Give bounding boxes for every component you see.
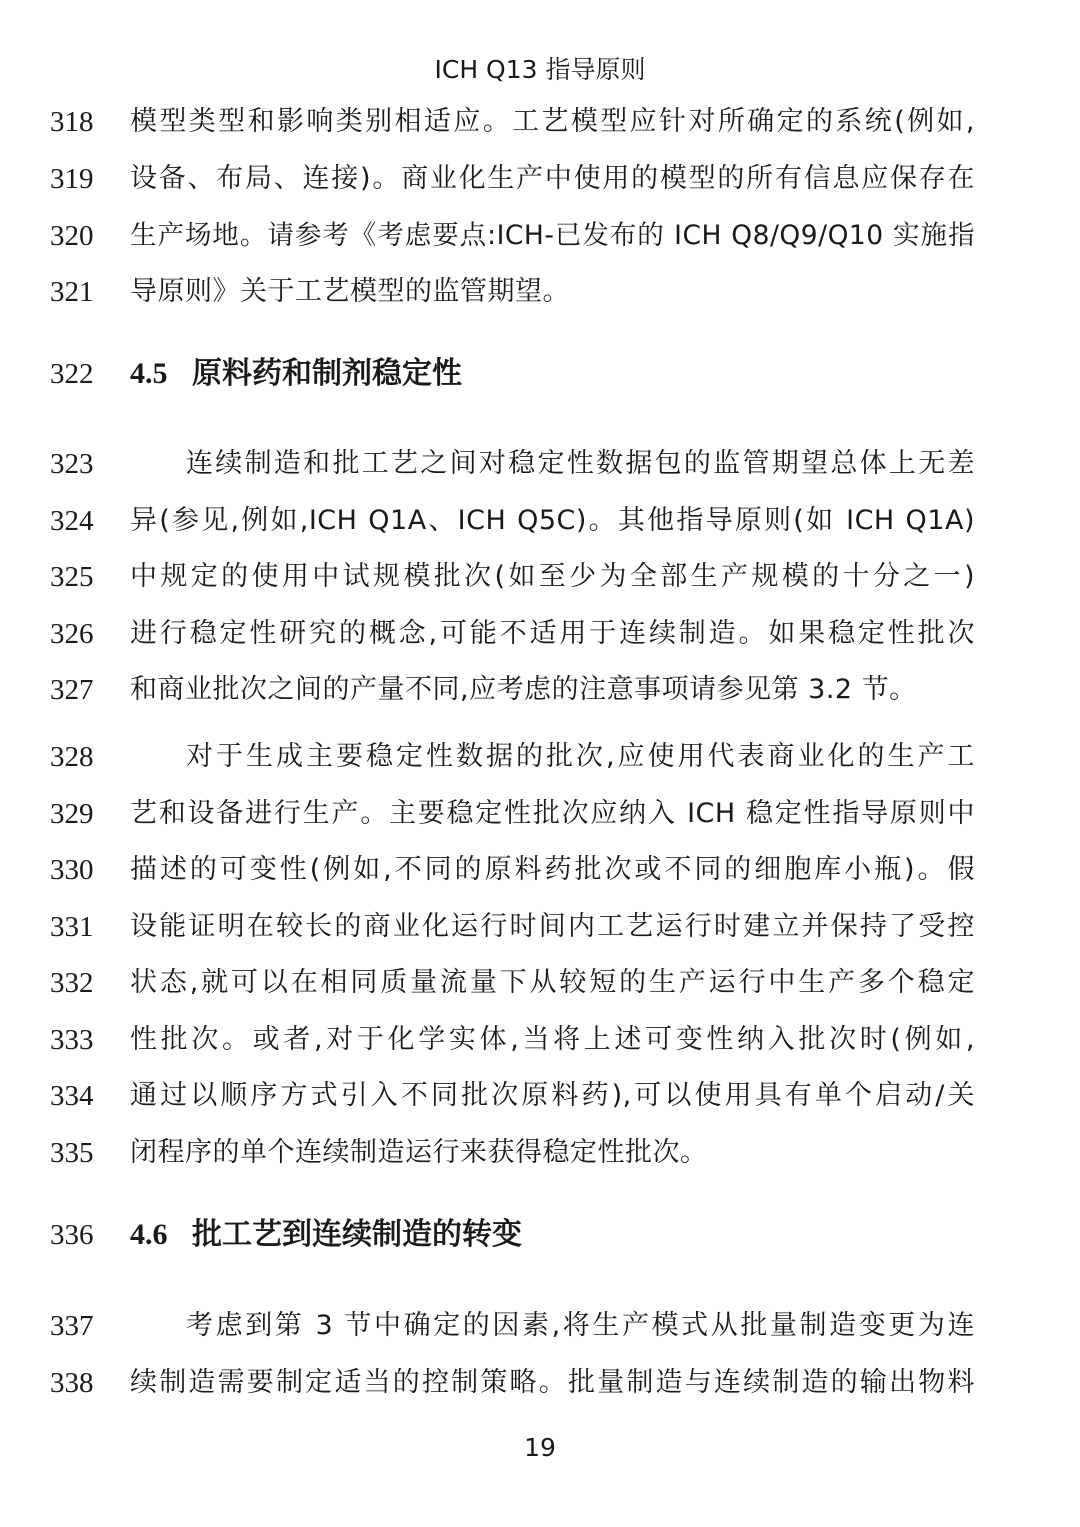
line-text: 状态,就可以在相同质量流量下从较短的生产运行中生产多个稳定 bbox=[130, 967, 975, 998]
line-number: 319 bbox=[50, 163, 94, 195]
text-line bbox=[0, 955, 1080, 1011]
line-text: 通过以顺序方式引入不同批次原料药),可以使用具有单个启动/关 bbox=[130, 1080, 975, 1111]
line-text: 导原则》关于工艺模型的监管期望。 bbox=[130, 276, 570, 307]
text-line bbox=[0, 1125, 1080, 1181]
line-text: 闭程序的单个连续制造运行来获得稳定性批次。 bbox=[130, 1137, 708, 1168]
line-number: 320 bbox=[50, 220, 94, 252]
text-line bbox=[0, 662, 1080, 718]
line-number: 326 bbox=[50, 618, 94, 650]
line-text: 和商业批次之间的产量不同,应考虑的注意事项请参见第 3.2 节。 bbox=[130, 674, 917, 705]
text-line bbox=[0, 606, 1080, 662]
line-number: 338 bbox=[50, 1367, 94, 1399]
line-number: 322 bbox=[50, 358, 94, 390]
text-line bbox=[0, 94, 1080, 150]
line-number: 318 bbox=[50, 106, 94, 138]
page-header: ICH Q13 指导原则 bbox=[434, 55, 646, 84]
text-line bbox=[0, 1068, 1080, 1124]
section-number: 4.5 bbox=[130, 357, 168, 390]
line-number: 321 bbox=[50, 276, 94, 308]
line-number: 334 bbox=[50, 1080, 94, 1112]
text-line bbox=[0, 493, 1080, 549]
text-line bbox=[0, 264, 1080, 320]
text-line bbox=[0, 1355, 1080, 1411]
text-line bbox=[0, 899, 1080, 955]
text-line bbox=[0, 842, 1080, 898]
line-number: 333 bbox=[50, 1024, 94, 1056]
line-number: 324 bbox=[50, 505, 94, 537]
line-number: 331 bbox=[50, 911, 94, 943]
line-number: 329 bbox=[50, 798, 94, 830]
line-number: 337 bbox=[50, 1310, 94, 1342]
line-text: 模型类型和影响类别相适应。工艺模型应针对所确定的系统(例如, bbox=[130, 106, 975, 137]
text-line bbox=[0, 208, 1080, 264]
line-number: 332 bbox=[50, 967, 94, 999]
line-text: 描述的可变性(例如,不同的原料药批次或不同的细胞库小瓶)。假 bbox=[130, 854, 975, 885]
text-line bbox=[0, 786, 1080, 842]
text-line bbox=[0, 729, 1080, 785]
line-number: 335 bbox=[50, 1137, 94, 1169]
text-line bbox=[0, 1298, 1080, 1354]
line-text: 连续制造和批工艺之间对稳定性数据包的监管期望总体上无差 bbox=[186, 448, 975, 479]
section-heading-text bbox=[130, 346, 975, 402]
text-line bbox=[0, 549, 1080, 605]
section-title: 原料药和制剂稳定性 bbox=[192, 356, 462, 391]
line-text: 中规定的使用中试规模批次(如至少为全部生产规模的十分之一) bbox=[130, 561, 975, 592]
section-number: 4.6 bbox=[130, 1218, 168, 1251]
line-number: 327 bbox=[50, 674, 94, 706]
line-text: 对于生成主要稳定性数据的批次,应使用代表商业化的生产工 bbox=[186, 741, 975, 772]
line-number: 336 bbox=[50, 1219, 94, 1251]
section-heading-4-5 bbox=[0, 346, 1080, 402]
section-title: 批工艺到连续制造的转变 bbox=[192, 1217, 522, 1252]
line-text: 艺和设备进行生产。主要稳定性批次应纳入 ICH 稳定性指导原则中 bbox=[130, 798, 975, 829]
text-line bbox=[0, 1012, 1080, 1068]
section-heading-text bbox=[130, 1207, 975, 1263]
line-text: 性批次。或者,对于化学实体,当将上述可变性纳入批次时(例如, bbox=[130, 1024, 975, 1055]
line-text: 考虑到第 3 节中确定的因素,将生产模式从批量制造变更为连 bbox=[186, 1310, 975, 1341]
line-text: 进行稳定性研究的概念,可能不适用于连续制造。如果稳定性批次 bbox=[130, 618, 975, 649]
line-number: 328 bbox=[50, 741, 94, 773]
line-text: 设备、布局、连接)。商业化生产中使用的模型的所有信息应保存在 bbox=[130, 163, 975, 194]
page-number: 19 bbox=[524, 1433, 556, 1462]
line-text: 续制造需要制定适当的控制策略。批量制造与连续制造的输出物料 bbox=[130, 1367, 975, 1398]
line-number: 323 bbox=[50, 448, 94, 480]
text-line bbox=[0, 436, 1080, 492]
line-number: 325 bbox=[50, 561, 94, 593]
line-text: 生产场地。请参考《考虑要点:ICH-已发布的 ICH Q8/Q9/Q10 实施指 bbox=[130, 220, 975, 251]
section-heading-4-6 bbox=[0, 1207, 1080, 1263]
line-text: 设能证明在较长的商业化运行时间内工艺运行时建立并保持了受控 bbox=[130, 911, 975, 942]
line-text: 异(参见,例如,ICH Q1A、ICH Q5C)。其他指导原则(如 ICH Q1A) bbox=[130, 505, 975, 536]
text-line bbox=[0, 151, 1080, 207]
line-number: 330 bbox=[50, 854, 94, 886]
